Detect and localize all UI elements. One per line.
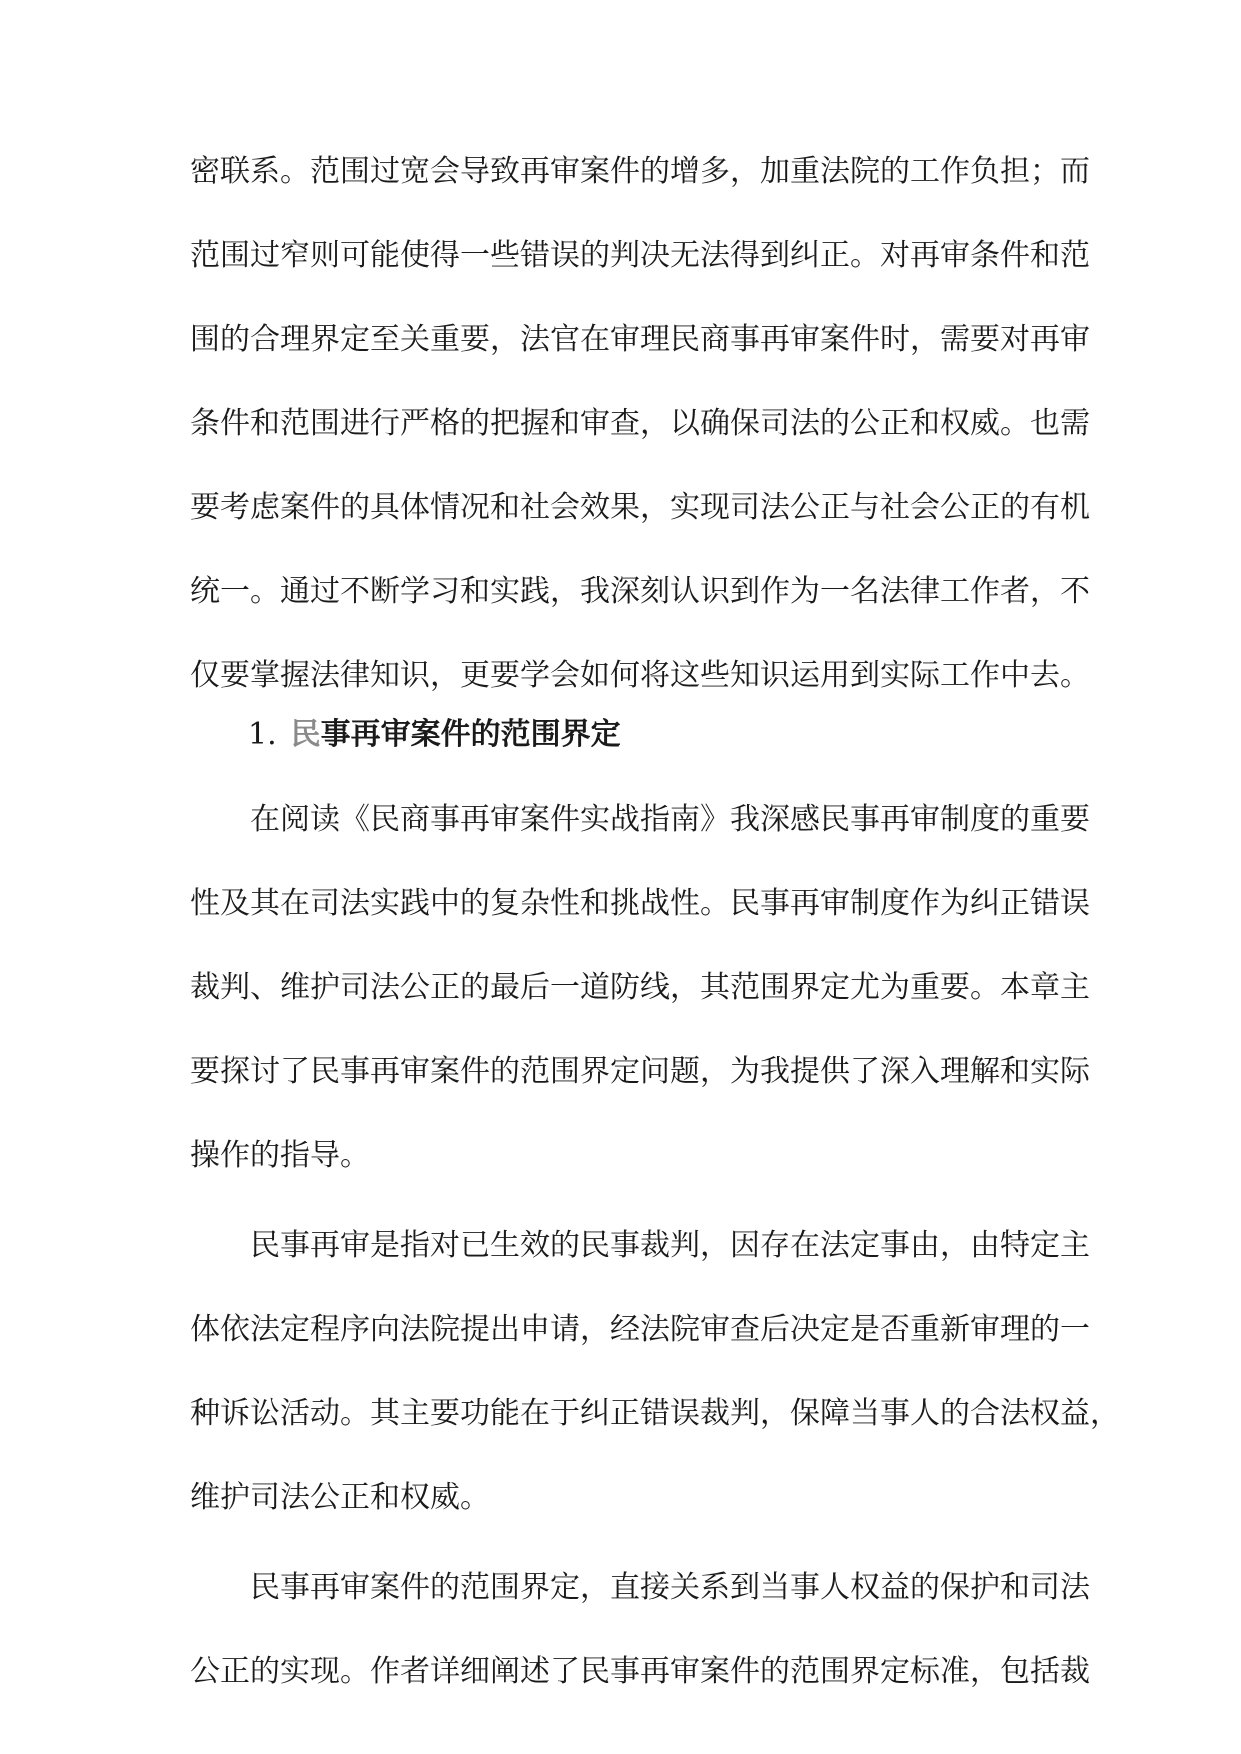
paragraph-line: 维护司法公正和权威。 (190, 1480, 490, 1515)
heading-first-char: 民 (290, 717, 321, 752)
paragraph-line: 操作的指导。 (190, 1138, 370, 1173)
paragraph-line: 要考虑案件的具体情况和社会效果，实现司法公正与社会公正的有机 (190, 490, 1090, 525)
section-heading (248, 710, 621, 760)
paragraph-line: 统一。通过不断学习和实践，我深刻认识到作为一名法律工作者，不 (190, 574, 1090, 609)
paragraph-line: 民事再审是指对已生效的民事裁判，因存在法定事由，由特定主 (250, 1228, 1090, 1263)
heading-text: 事再审案件的范围界定 (320, 717, 621, 752)
paragraph-line: 体依法定程序向法院提出申请，经法院审查后决定是否重新审理的一 (190, 1312, 1090, 1347)
paragraph-line: 在阅读《民商事再审案件实战指南》我深感民事再审制度的重要 (250, 802, 1090, 837)
paragraph-line: 密联系。范围过宽会导致再审案件的增多，加重法院的工作负担；而 (190, 154, 1090, 189)
paragraph-line: 条件和范围进行严格的把握和审查，以确保司法的公正和权威。也需 (190, 406, 1090, 441)
paragraph-line: 性及其在司法实践中的复杂性和挑战性。民事再审制度作为纠正错误 (190, 886, 1090, 921)
paragraph-line: 种诉讼活动。其主要功能在于纠正错误裁判，保障当事人的合法权益， (190, 1396, 1120, 1431)
paragraph-line: 民事再审案件的范围界定，直接关系到当事人权益的保护和司法 (250, 1570, 1090, 1605)
paragraph-line: 仅要掌握法律知识，更要学会如何将这些知识运用到实际工作中去。 (190, 658, 1090, 693)
paragraph-line: 要探讨了民事再审案件的范围界定问题，为我提供了深入理解和实际 (190, 1054, 1090, 1089)
paragraph-line: 范围过窄则可能使得一些错误的判决无法得到纠正。对再审条件和范 (190, 238, 1090, 273)
section-number: 1. (248, 717, 277, 752)
paragraph-line: 裁判、维护司法公正的最后一道防线，其范围界定尤为重要。本章主 (190, 970, 1090, 1005)
paragraph-line: 围的合理界定至关重要，法官在审理民商事再审案件时，需要对再审 (190, 322, 1090, 357)
paragraph-line: 公正的实现。作者详细阐述了民事再审案件的范围界定标准，包括裁 (190, 1654, 1090, 1689)
